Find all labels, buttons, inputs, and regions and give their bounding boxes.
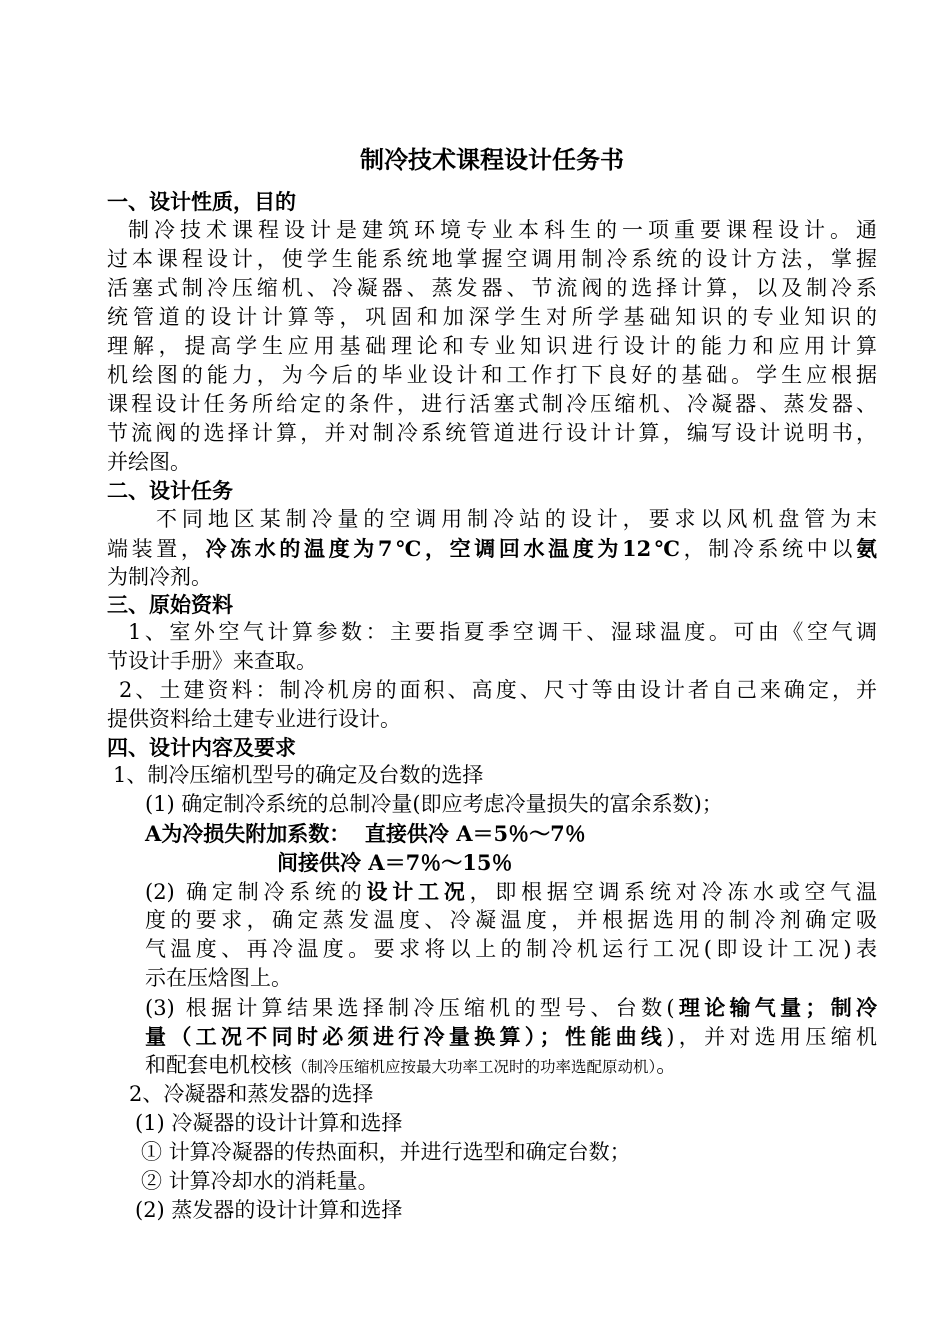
section-heading-content: 四、设计内容及要求 (107, 735, 296, 760)
section-heading-purpose: 一、设计性质，目的 (107, 189, 296, 214)
content-line: 示在压焓图上。 (145, 966, 292, 990)
section-purpose-line: 过本课程设计，使学生能系统地掌握空调用制冷系统的设计方法，掌握 (107, 247, 877, 271)
document-title: 制冷技术课程设计任务书 (360, 145, 624, 174)
motor-selection-note: （制冷压缩机应按最大功率工况时的功率选配原动机） (292, 1058, 657, 1076)
source-data-line: 提供资料给土建专业进行设计。 (107, 707, 401, 731)
section-heading-source-data: 三、原始资料 (107, 592, 233, 617)
content-item-condenser-evaporator: 2、冷凝器和蒸发器的选择 (129, 1082, 374, 1106)
chilled-water-temperature: 冷冻水的温度为7℃，空调回水温度为12℃ (205, 536, 684, 561)
content-line: (1) 确定制冷系统的总制冷量(即应考虑冷量损失的富余系数)； (145, 792, 723, 816)
content-line: 气温度、再冷温度。要求将以上的制冷机运行工况(即设计工况)表 (145, 937, 877, 961)
source-data-line: 1、室外空气计算参数：主要指夏季空调干、湿球温度。可由《空气调 (128, 620, 877, 644)
section-purpose-line: 制冷技术课程设计是建筑环境专业本科生的一项重要课程设计。通 (128, 218, 877, 242)
section-purpose-line: 课程设计任务所给定的条件，进行活塞式制冷压缩机、冷凝器、蒸发器、 (107, 392, 877, 416)
content-line: (3) 根据计算结果选择制冷压缩机的型号、台数(理论输气量；制冷 (145, 995, 878, 1020)
content-line: (2) 蒸发器的设计计算和选择 (135, 1198, 403, 1222)
refrigerant-ammonia: 氨 (856, 536, 878, 561)
content-line: ② 计算冷却水的消耗量。 (141, 1169, 379, 1193)
section-purpose-line: 理解，提高学生应用基础理论和专业知识进行设计的能力和应用计算 (107, 334, 877, 358)
section-task-line: 为制冷剂。 (107, 565, 212, 589)
content-line: 度的要求，确定蒸发温度、冷凝温度，并根据选用的制冷剂确定吸 (145, 908, 877, 932)
cold-loss-coefficient-indirect: 间接供冷 A＝7％～15％ (277, 850, 513, 875)
section-purpose-line: 统管道的设计计算等，巩固和加深学生对所学基础知识的专业知识的 (107, 305, 877, 329)
section-task-line: 不同地区某制冷量的空调用制冷站的设计，要求以风机盘管为末 (156, 507, 877, 531)
section-purpose-line: 机绘图的能力，为今后的毕业设计和工作打下良好的基础。学生应根据 (107, 363, 877, 387)
content-line: ① 计算冷凝器的传热面积，并进行选型和确定台数； (141, 1140, 631, 1164)
source-data-line: 节设计手册》来查取。 (107, 649, 317, 673)
section-purpose-line: 并绘图。 (107, 450, 191, 474)
section-task-line: 端装置，冷冻水的温度为7℃，空调回水温度为12℃，制冷系统中以氨 (107, 536, 878, 561)
content-line: 和配套电机校核（制冷压缩机应按最大功率工况时的功率选配原动机）。 (145, 1053, 678, 1077)
content-item-compressor: 1、制冷压缩机型号的确定及台数的选择 (113, 763, 484, 787)
source-data-line: 2、土建资料：制冷机房的面积、高度、尺寸等由设计者自己来确定，并 (119, 678, 877, 702)
section-purpose-line: 活塞式制冷压缩机、冷凝器、蒸发器、节流阀的选择计算，以及制冷系 (107, 276, 877, 300)
content-line: 量（工况不同时必须进行冷量换算）；性能曲线)，并对选用压缩机 (145, 1024, 877, 1049)
content-line: (1) 冷凝器的设计计算和选择 (135, 1111, 403, 1135)
section-purpose-line: 节流阀的选择计算，并对制冷系统管道进行设计计算，编写设计说明书， (107, 421, 877, 445)
content-line: (2) 确定制冷系统的设计工况，即根据空调系统对冷冻水或空气温 (145, 879, 878, 904)
section-heading-task: 二、设计任务 (107, 478, 233, 503)
cold-loss-coefficient-direct: A为冷损失附加系数： 直接供冷 A＝5％～7％ (145, 821, 586, 846)
